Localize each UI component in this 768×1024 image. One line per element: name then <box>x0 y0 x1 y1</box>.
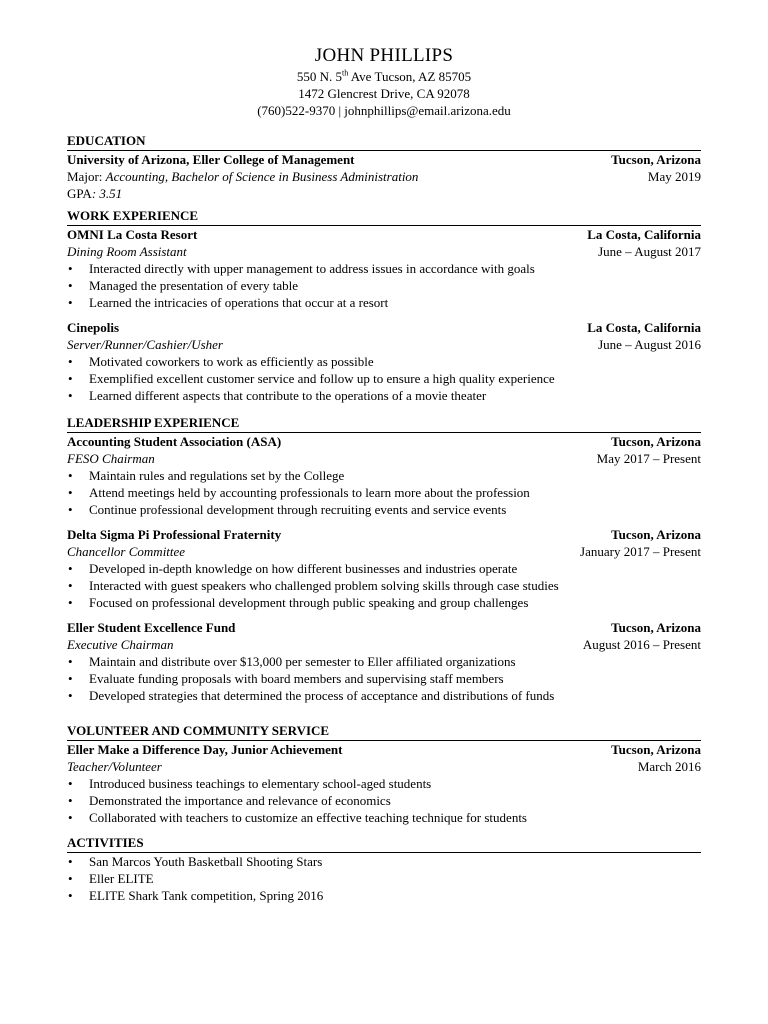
bullet-item: • Learned the intricacies of operations that occur at a resort <box>67 294 701 311</box>
bullet-list <box>67 467 701 518</box>
bullet-item: • Developed strategies that determined the process of acceptance and distributions of funds <box>67 687 701 704</box>
gpa-row <box>67 185 701 202</box>
section-title: EDUCATION <box>67 133 701 151</box>
bullet-item: • Evaluate funding proposals with board members and supervising staff members <box>67 670 701 687</box>
bullet-item: • ELITE Shark Tank competition, Spring 2016 <box>67 887 701 904</box>
bullet-list <box>67 560 701 611</box>
entry-date: March 2016 <box>637 759 701 774</box>
entry-role: Executive Chairman <box>67 637 174 652</box>
entry-date: June – August 2017 <box>598 244 701 259</box>
entry-date: August 2016 – Present <box>582 637 701 652</box>
leadership-entry <box>67 619 701 704</box>
major-label: Major: <box>67 169 103 184</box>
candidate-name: JOHN PHILLIPS <box>314 45 454 66</box>
entry-date: May 2019 <box>647 169 701 184</box>
bullet-list <box>67 775 701 826</box>
bullet-item: • Learned different aspects that contribute to the operations of a movie theater <box>67 387 701 404</box>
section-title: ACTIVITIES <box>67 835 701 853</box>
leadership-experience-section <box>67 415 701 704</box>
entry-role-row <box>67 543 701 560</box>
entry-date: June – August 2016 <box>598 337 701 352</box>
bullet-item: • Interacted directly with upper management to address issues in accordance with goals <box>67 260 701 277</box>
section-title: VOLUNTEER AND COMMUNITY SERVICE <box>67 723 701 741</box>
volunteer-section <box>67 723 701 826</box>
contact-line: (760)522-9370 | johnphillips@email.arizona.edu <box>257 103 511 118</box>
entry-date: May 2017 – Present <box>596 451 701 466</box>
entry-role: FESO Chairman <box>67 451 155 466</box>
entry-organization: Eller Student Excellence Fund <box>67 620 236 635</box>
bullet-item: • Managed the presentation of every table <box>67 277 701 294</box>
activities-section <box>67 835 701 904</box>
entry-role-row <box>67 758 701 775</box>
entry-role: Teacher/Volunteer <box>67 759 162 774</box>
section-title: WORK EXPERIENCE <box>67 208 701 226</box>
entry-location: Tucson, Arizona <box>611 152 701 167</box>
entry-header-row <box>67 433 701 450</box>
entry-location: Tucson, Arizona <box>611 742 701 757</box>
entry-header-row <box>67 151 701 168</box>
work-experience-section <box>67 208 701 404</box>
entry-organization: Cinepolis <box>67 320 120 335</box>
address-line-2: 1472 Glencrest Drive, CA 92078 <box>298 86 470 101</box>
entry-role: Dining Room Assistant <box>67 244 187 259</box>
bullet-item: • Attend meetings held by accounting professionals to learn more about the profession <box>67 484 701 501</box>
resume-header <box>0 44 768 119</box>
address-line-1 <box>0 68 768 85</box>
bullet-item: • Exemplified excellent customer service and follow up to ensure a high quality experience <box>67 370 701 387</box>
major-value: Accounting, Bachelor of Science in Business Administration <box>105 169 419 184</box>
major-row <box>67 168 701 185</box>
bullet-item: • Motivated coworkers to work as efficiently as possible <box>67 353 701 370</box>
entry-role: Server/Runner/Cashier/Usher <box>67 337 223 352</box>
bullet-item: • Developed in-depth knowledge on how different businesses and industries operate <box>67 560 701 577</box>
entry-organization: Accounting Student Association (ASA) <box>67 434 282 449</box>
bullet-item: • Continue professional development through recruiting events and service events <box>67 501 701 518</box>
bullet-item: • Collaborated with teachers to customize an effective teaching technique for students <box>67 809 701 826</box>
entry-location: Tucson, Arizona <box>611 620 701 635</box>
section-title: LEADERSHIP EXPERIENCE <box>67 415 701 433</box>
entry-header-row <box>67 741 701 758</box>
entry-header-row <box>67 526 701 543</box>
bullet-list <box>67 653 701 704</box>
gpa-label: GPA <box>67 186 92 201</box>
address-1-number: 550 N. 5 <box>296 69 342 84</box>
leadership-entry <box>67 526 701 611</box>
entry-organization: Delta Sigma Pi Professional Fraternity <box>67 527 282 542</box>
address-1-rest: Ave Tucson, AZ 85705 <box>348 69 472 84</box>
entry-header-row <box>67 226 701 243</box>
entry-header-row <box>67 319 701 336</box>
gpa-value: : 3.51 <box>91 186 123 201</box>
address-1-ordinal: th <box>341 68 349 78</box>
school-name: University of Arizona, Eller College of Management <box>67 152 355 167</box>
job-entry <box>67 319 701 404</box>
entry-role-row <box>67 243 701 260</box>
entry-header-row <box>67 619 701 636</box>
bullet-item: • Demonstrated the importance and relevance of economics <box>67 792 701 809</box>
job-entry <box>67 226 701 311</box>
entry-location: Tucson, Arizona <box>611 434 701 449</box>
bullet-list <box>67 853 701 904</box>
bullet-list <box>67 353 701 404</box>
entry-organization: Eller Make a Difference Day, Junior Achievement <box>67 742 343 757</box>
education-section <box>67 133 701 202</box>
bullet-item: • Maintain and distribute over $13,000 per semester to Eller affiliated organizations <box>67 653 701 670</box>
bullet-item: • San Marcos Youth Basketball Shooting Stars <box>67 853 701 870</box>
major-line <box>67 168 418 185</box>
bullet-item: • Eller ELITE <box>67 870 701 887</box>
bullet-item: • Interacted with guest speakers who challenged problem solving skills through case studies <box>67 577 701 594</box>
bullet-item: • Introduced business teachings to elementary school-aged students <box>67 775 701 792</box>
entry-location: La Costa, California <box>587 227 701 242</box>
entry-location: La Costa, California <box>587 320 701 335</box>
bullet-item: • Focused on professional development through public speaking and group challenges <box>67 594 701 611</box>
entry-date: January 2017 – Present <box>580 544 701 559</box>
bullet-list <box>67 260 701 311</box>
entry-role-row <box>67 336 701 353</box>
entry-location: Tucson, Arizona <box>611 527 701 542</box>
gpa-line <box>67 185 122 202</box>
entry-role-row <box>67 450 701 467</box>
leadership-entry <box>67 433 701 518</box>
entry-role-row <box>67 636 701 653</box>
entry-role: Chancellor Committee <box>67 544 186 559</box>
entry-organization: OMNI La Costa Resort <box>67 227 198 242</box>
bullet-item: • Maintain rules and regulations set by the College <box>67 467 701 484</box>
